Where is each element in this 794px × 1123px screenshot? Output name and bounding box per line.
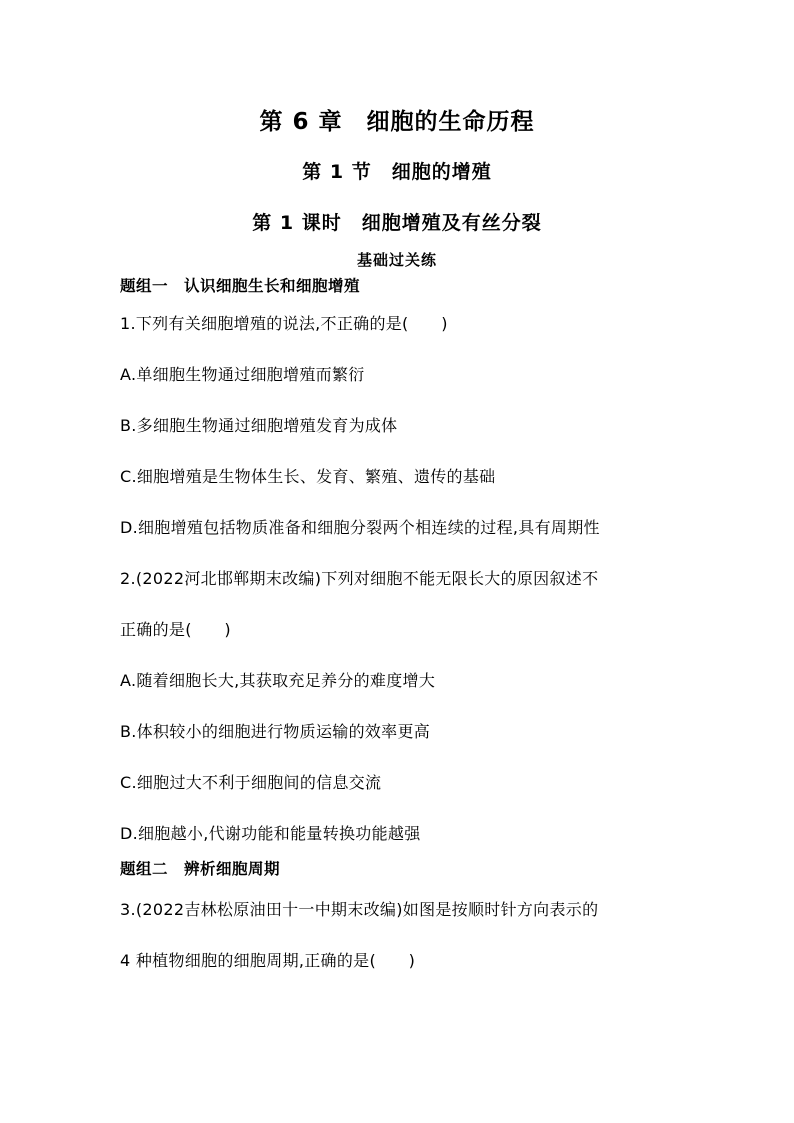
question1-stem: 1.下列有关细胞增殖的说法,不正确的是( ) <box>120 314 448 333</box>
group1-title: 题组一 认识细胞生长和细胞增殖 <box>120 277 361 295</box>
question3-stem-line2: 4 种植物细胞的细胞周期,正确的是( ) <box>120 951 416 970</box>
question2-option-c: C.细胞过大不利于细胞间的信息交流 <box>120 773 382 792</box>
question3-stem-line1: 3.(2022吉林松原油田十一中期末改编)如图是按顺时针方向表示的 <box>120 900 599 919</box>
question2-option-b: B.体积较小的细胞进行物质运输的效率更高 <box>120 722 431 741</box>
question2-option-d: D.细胞越小,代谢功能和能量转换功能越强 <box>120 824 421 843</box>
question1-option-c: C.细胞增殖是生物体生长、发育、繁殖、遗传的基础 <box>120 467 496 486</box>
question1-option-a: A.单细胞生物通过细胞增殖而繁衍 <box>120 365 365 384</box>
section-title: 第 1 节 细胞的增殖 <box>302 161 492 183</box>
question2-stem-line1: 2.(2022河北邯郸期末改编)下列对细胞不能无限长大的原因叙述不 <box>120 569 599 588</box>
lesson-title: 第 1 课时 细胞增殖及有丝分裂 <box>252 212 542 234</box>
question2-stem-line2: 正确的是( ) <box>120 620 231 639</box>
question2-option-a: A.随着细胞长大,其获取充足养分的难度增大 <box>120 671 436 690</box>
chapter-title: 第 6 章 细胞的生命历程 <box>259 109 535 135</box>
question1-option-b: B.多细胞生物通过细胞增殖发育为成体 <box>120 416 398 435</box>
question1-option-d: D.细胞增殖包括物质准备和细胞分裂两个相连续的过程,具有周期性 <box>120 518 600 537</box>
group2-title: 题组二 辨析细胞周期 <box>120 860 281 878</box>
practice-title: 基础过关练 <box>356 251 437 269</box>
